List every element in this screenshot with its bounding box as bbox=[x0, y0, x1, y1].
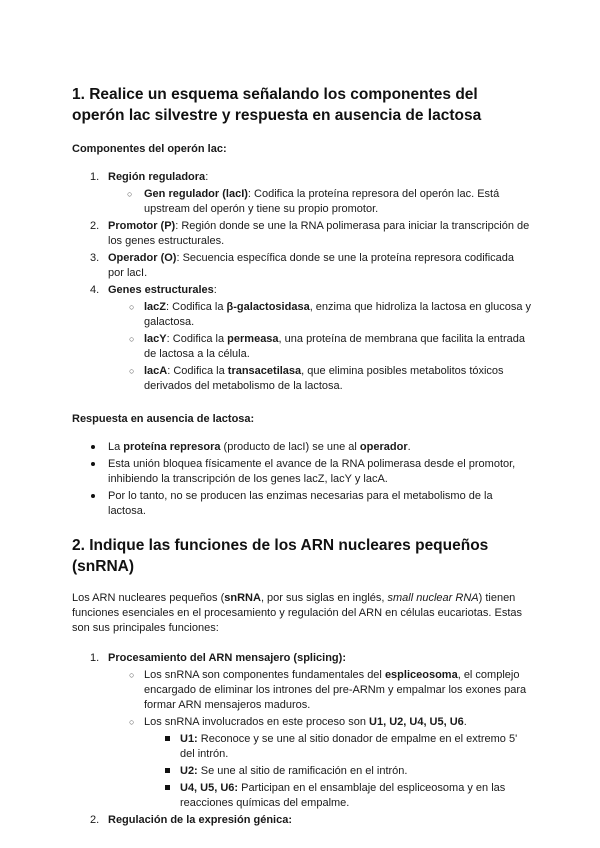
snrna-item: U4, U5, U6: Participan en el ensamblaje del espliceosoma y en las reacciones químicas del empalme. bbox=[144, 781, 532, 811]
response-list bbox=[72, 440, 532, 519]
response-item: Por lo tanto, no se producen las enzimas necesarias para el metabolismo de la lactosa. bbox=[72, 489, 532, 519]
sub-item: ○ Gen regulador (lacI): Codifica la proteína represora del operón lac. Está upstream del operón y tiene su propio promotor. bbox=[127, 188, 500, 215]
component-item: 2. Promotor (P): Región donde se une la RNA polimerasa para iniciar la transcripción de los genes estructurales. bbox=[90, 220, 530, 247]
snrna-item: U2: Se une al sitio de ramificación en el intrón. bbox=[144, 764, 532, 779]
section2-title: 2. Indique las funciones de los ARN nucleares pequeños (snRNA) bbox=[72, 537, 489, 575]
response-item: Esta unión bloquea físicamente el avance de la RNA polimerasa desde el promotor, inhibiendo la transcripción de los genes lacZ, lacY y lacA. bbox=[72, 457, 532, 487]
square-bullet-icon bbox=[165, 768, 170, 773]
function-item: 2. Regulación de la expresión génica: bbox=[90, 814, 292, 826]
bullet-icon bbox=[91, 462, 95, 466]
sub-item: ○ Los snRNA involucrados en este proceso son U1, U2, U4, U5, U6. U1: Reconoce y se une al sitio donador de empalme en el extremo 5' del intrón. U2: Se une al sitio de ramificación en el intrón. U4, U5, U6: Participan en el ensamblaje del espliceosoma y en las reacciones químicas del empalme. bbox=[108, 715, 532, 811]
response-item: La proteína represora (producto de lacI) se une al operador. bbox=[72, 440, 532, 455]
sub-item: ○ lacY: Codifica la permeasa, una proteína de membrana que facilita la entrada de lactosa a la célula. bbox=[129, 333, 525, 360]
sub-item: ○ lacZ: Codifica la β-galactosidasa, enzima que hidroliza la lactosa en glucosa y galactosa. bbox=[129, 301, 532, 328]
hollow-bullet-icon: ○ bbox=[127, 189, 133, 199]
components-list bbox=[72, 170, 532, 394]
square-bullet-icon bbox=[165, 785, 170, 790]
components-heading: Componentes del operón lac: bbox=[72, 143, 227, 155]
hollow-bullet-icon: ○ bbox=[129, 366, 135, 376]
hollow-bullet-icon: ○ bbox=[129, 302, 135, 312]
sub-item: ○ Los snRNA son componentes fundamentales del espliceosoma, el complejo encargado de eliminar los intrones del pre-ARNm y empalmar los exones para formar ARN mensajeros maduros. bbox=[129, 669, 527, 711]
snrna-intro: Los ARN nucleares pequeños (snRNA, por sus siglas en inglés, small nuclear RNA) tienen funciones esenciales en el procesamiento y regulación del ARN en células eucariotas. Estas son sus principales funciones: bbox=[72, 592, 523, 634]
component-item: 4. Genes estructurales: ○ lacZ: Codifica la β-galactosidasa, enzima que hidroliza la lactosa en glucosa y galactosa. ○ lacY: Codifica la permeasa, una proteína de membrana que facilita la entrada de lactosa a la célula. ○ lacA: Codifica la transacetilasa, que elimina posibles metabolitos tóxicos derivados del metabolismo de la lactosa. bbox=[90, 284, 532, 392]
component-item: 1. Región reguladora: ○ Gen regulador (lacI): Codifica la proteína represora del operón lac. Está upstream del operón y tiene su propio promotor. bbox=[72, 170, 532, 217]
bullet-icon bbox=[91, 445, 95, 449]
response-heading: Respuesta en ausencia de lactosa: bbox=[72, 413, 255, 425]
hollow-bullet-icon: ○ bbox=[129, 334, 135, 344]
square-bullet-icon bbox=[165, 736, 170, 741]
hollow-bullet-icon: ○ bbox=[129, 670, 135, 680]
function-item: 1. Procesamiento del ARN mensajero (splicing): ○ Los snRNA son componentes fundamentales del espliceosoma, el complejo encargado de eliminar los intrones del pre-ARNm y empalmar los exones para formar ARN mensajeros maduros. ○ Los snRNA involucrados en este proceso son U1, U2, U4, U5, U6. U1: Reconoce y se une al sitio donador de empalme en el extremo 5' del intrón. U2: Se une al sitio de ramificación en el intrón. U4, U5, U6: Participan en el ensamblaje del espliceosoma y en las reacciones químicas del empalme. bbox=[72, 651, 532, 811]
component-item: 3. Operador (O): Secuencia específica donde se une la proteína represora codificada por lacI. bbox=[90, 252, 515, 279]
section1-title: 1. Realice un esquema señalando los componentes del operón lac silvestre y respuesta en ausencia de lactosa bbox=[72, 86, 482, 124]
document-page bbox=[72, 84, 532, 830]
bullet-icon bbox=[91, 494, 95, 498]
snrna-item: U1: Reconoce y se une al sitio donador de empalme en el extremo 5' del intrón. bbox=[144, 732, 532, 762]
functions-list bbox=[72, 651, 532, 828]
hollow-bullet-icon: ○ bbox=[129, 717, 135, 727]
sub-item: ○ lacA: Codifica la transacetilasa, que elimina posibles metabolitos tóxicos derivados del metabolismo de la lactosa. bbox=[129, 365, 504, 392]
